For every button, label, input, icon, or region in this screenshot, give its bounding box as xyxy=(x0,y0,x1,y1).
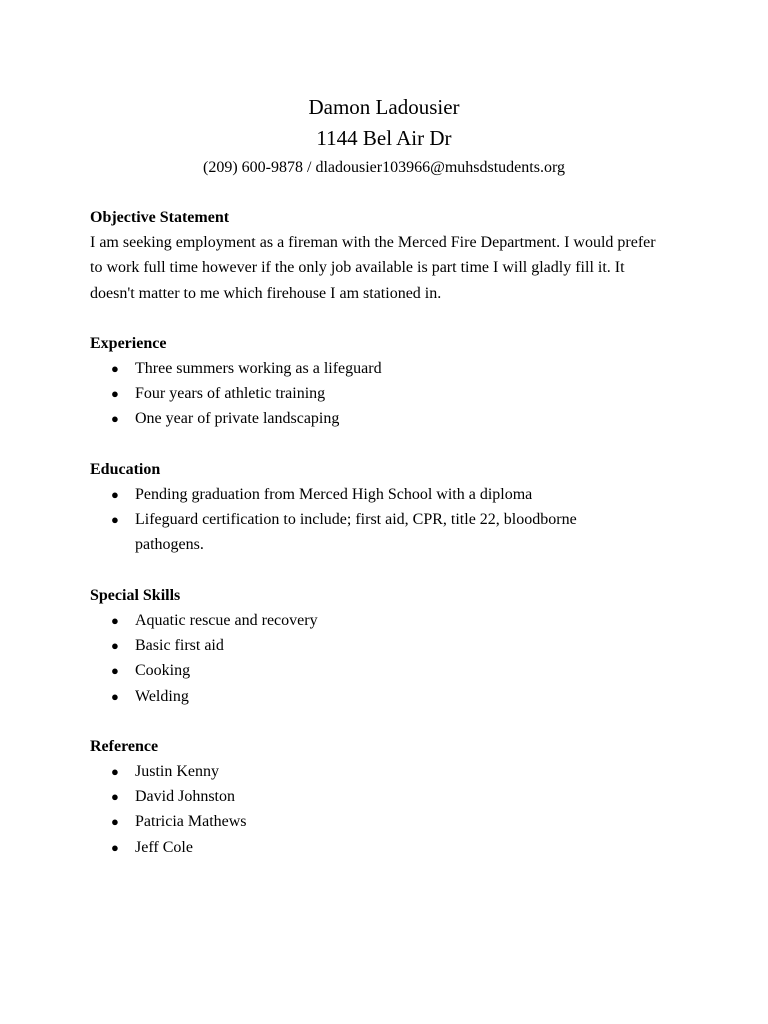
list-item xyxy=(90,507,635,558)
list-item-text: Cooking xyxy=(135,662,191,680)
section-title-experience: Experience xyxy=(90,334,167,352)
section-title-reference: Reference xyxy=(90,737,159,755)
list-item-text: Basic first aid xyxy=(135,636,224,654)
list-item-text: Justin Kenny xyxy=(135,762,219,780)
resume-header xyxy=(0,92,768,182)
experience-list xyxy=(90,356,690,432)
list-item xyxy=(90,406,635,431)
bullet-icon: ● xyxy=(111,688,119,704)
list-item-text: Pending graduation from Merced High School with a diploma xyxy=(135,485,533,503)
list-item xyxy=(90,684,635,709)
section-title-education: Education xyxy=(90,460,161,478)
education-section xyxy=(90,457,690,558)
bullet-icon: ● xyxy=(111,360,119,376)
list-item xyxy=(90,658,635,683)
list-item xyxy=(90,835,635,860)
list-item-text: One year of private landscaping xyxy=(135,410,340,428)
skills-section xyxy=(90,583,690,709)
list-item xyxy=(90,608,635,633)
bullet-icon: ● xyxy=(111,839,119,855)
list-item-text: Four years of athletic training xyxy=(135,385,326,403)
list-item-text: Welding xyxy=(135,687,189,705)
list-item-text: Three summers working as a lifeguard xyxy=(135,359,382,377)
bullet-icon: ● xyxy=(111,814,119,830)
applicant-address: 1144 Bel Air Dr xyxy=(316,126,452,150)
bullet-icon: ● xyxy=(111,411,119,427)
bullet-icon: ● xyxy=(111,637,119,653)
reference-list xyxy=(90,759,690,860)
bullet-icon: ● xyxy=(111,386,119,402)
list-item-text: Patricia Mathews xyxy=(135,813,247,831)
bullet-icon: ● xyxy=(111,612,119,628)
skills-list xyxy=(90,608,690,709)
objective-text: I am seeking employment as a fireman with the Merced Fire Department. I would prefer to work full time however if the only job available is part time I will gladly fill it. It doesn't matter to me which firehouse I am stationed in. xyxy=(90,234,656,302)
list-item xyxy=(90,482,635,507)
bullet-icon: ● xyxy=(111,663,119,679)
list-item xyxy=(90,809,635,834)
list-item-text: Jeff Cole xyxy=(135,838,193,856)
list-item-text: Aquatic rescue and recovery xyxy=(135,611,318,629)
bullet-icon: ● xyxy=(111,789,119,805)
list-item-text: David Johnston xyxy=(135,788,235,806)
section-title-skills: Special Skills xyxy=(90,586,181,604)
objective-section xyxy=(90,205,690,306)
list-item xyxy=(90,356,635,381)
experience-section xyxy=(90,331,690,432)
bullet-icon: ● xyxy=(111,763,119,779)
education-list xyxy=(90,482,690,558)
list-item xyxy=(90,759,635,784)
section-title-objective: Objective Statement xyxy=(90,209,230,226)
bullet-icon: ● xyxy=(111,486,119,502)
list-item-text: Lifeguard certification to include; first aid, CPR, title 22, bloodborne pathogens. xyxy=(135,511,577,554)
applicant-name: Damon Ladousier xyxy=(308,95,460,119)
list-item xyxy=(90,381,635,406)
reference-section xyxy=(90,734,690,860)
list-item xyxy=(90,784,635,809)
applicant-contact: (209) 600-9878 / dladousier103966@muhsdstudents.org xyxy=(203,159,565,176)
list-item xyxy=(90,633,635,658)
bullet-icon: ● xyxy=(111,512,119,528)
resume-body xyxy=(90,205,690,885)
